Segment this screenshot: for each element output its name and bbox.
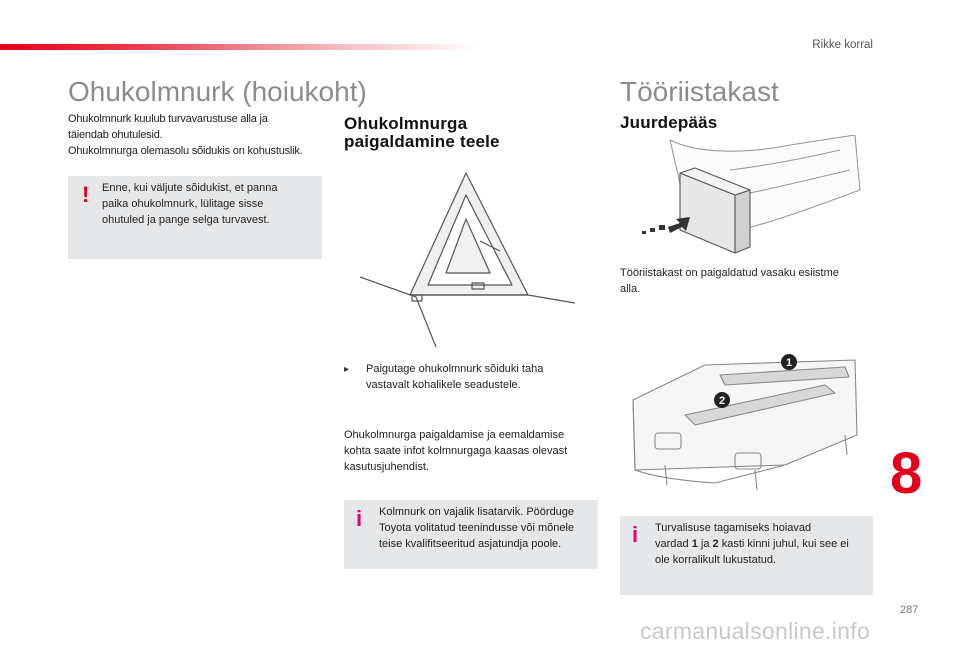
info-icon: i: [632, 522, 639, 547]
bullet-icon: ▸: [344, 364, 350, 375]
text-fragment: kasti kinni juhul, kui see ei: [718, 538, 849, 550]
subtitle-line: paigaldamine teele: [344, 131, 500, 151]
page-number: 287: [900, 604, 919, 616]
chapter-number: 8: [890, 441, 923, 506]
toolbox-location-text: [620, 265, 839, 297]
watermark: carmanualsonline.info: [640, 618, 871, 644]
page-title-toolbox: Tööriistakast: [620, 76, 779, 107]
warning-triangle-illustration: [350, 165, 580, 350]
warning-line: ohutuled ja pange selga turvavest.: [102, 214, 270, 226]
toolbox-straps-illustration: [625, 345, 865, 495]
subtitle-placing-triangle: [344, 115, 500, 151]
info-line: Kolmnurk on vajalik lisatarvik. Pöörduge: [379, 506, 575, 518]
info-icon: i: [356, 506, 363, 531]
paragraph-line: kasutusjuhendist.: [344, 461, 429, 473]
info-line: ole korralikult lukustatud.: [655, 554, 777, 566]
instruction-line: vastavalt kohalikele seadustele.: [366, 379, 521, 391]
manual-reference-text: [344, 427, 567, 475]
warning-line: paika ohukolmnurk, lülitage sisse: [102, 198, 264, 210]
text-fragment: ja: [697, 538, 713, 550]
intro-line: Ohukolmnurk kuulub turvavarustuse alla ja: [68, 113, 268, 125]
paragraph-line: Tööriistakast on paigaldatud vasaku esiistme: [620, 267, 839, 279]
warning-text: [102, 180, 278, 228]
page-title-warning-triangle: Ohukolmnurk (hoiukoht): [68, 76, 367, 107]
callout-1: 1: [785, 357, 793, 369]
subtitle-access: Juurdepääs: [620, 113, 718, 132]
rod-number: 1: [691, 538, 698, 550]
exclamation-icon: !: [82, 182, 90, 207]
header-accent-bar: [0, 44, 480, 50]
subtitle-line: Ohukolmnurga: [344, 114, 468, 133]
info-line: teise kvalifitseeritud asjatundja poole.: [379, 538, 562, 550]
instruction-line: Paigutage ohukolmnurk sõiduki taha: [366, 363, 544, 375]
paragraph-line: alla.: [620, 283, 641, 295]
rod-number: 2: [712, 538, 719, 550]
info-line: [655, 536, 849, 552]
info-box-accessory: [344, 500, 598, 569]
seat-toolbox-illustration: [640, 135, 870, 255]
callout-2: 2: [718, 395, 726, 407]
warning-line: Enne, kui väljute sõidukist, et panna: [102, 182, 278, 194]
paragraph-line: Ohukolmnurga paigaldamise ja eemaldamise: [344, 429, 565, 441]
placement-instruction: [366, 361, 543, 393]
paragraph-line: kohta saate infot kolmnurgaga kaasas olevast: [344, 445, 568, 457]
info-box-safety: [620, 516, 873, 595]
section-label: Rikke korral: [812, 39, 873, 51]
info-text: [379, 504, 574, 552]
intro-line: Ohukolmnurga olemasolu sõidukis on kohustuslik.: [68, 145, 303, 157]
info-line: Toyota volitatud teenindusse või mõnele: [379, 522, 575, 534]
intro-text: [68, 111, 303, 159]
warning-box: [68, 176, 322, 259]
text-fragment: vardad: [655, 538, 692, 550]
info-line: Turvalisuse tagamiseks hoiavad: [655, 522, 812, 534]
info-text: [655, 520, 849, 568]
intro-line: täiendab ohutulesid.: [68, 129, 163, 141]
